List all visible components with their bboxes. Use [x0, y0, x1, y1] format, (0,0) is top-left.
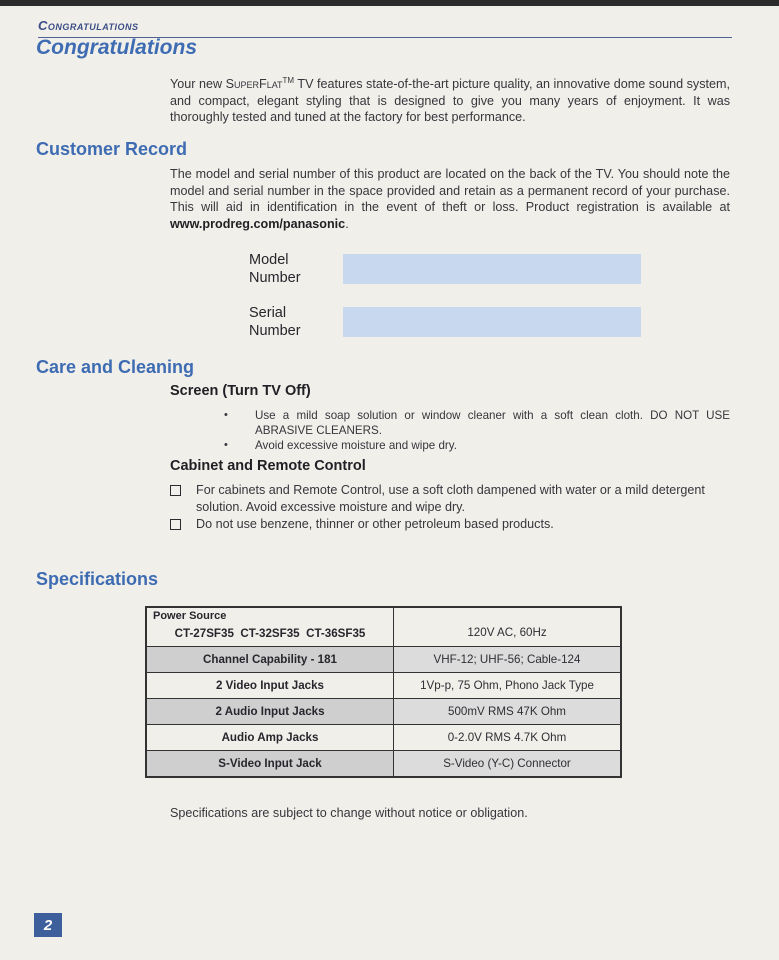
- model-list: CT-27SF35 CT-32SF35 CT-36SF35: [174, 627, 366, 640]
- customer-record-heading: Customer Record: [36, 139, 188, 159]
- screen-bullet-2: Avoid excessive moisture and wipe dry.: [255, 439, 457, 452]
- screen-bullet-1: Use a mild soap solution or window cleaner with a soft clean cloth. DO NOT USE ABRASIVE CLEANERS.: [255, 409, 730, 437]
- cabinet-item-1: For cabinets and Remote Control, use a soft cloth dampened with water or a mild detergent solution. Avoid excessive moisture and wipe dry.: [196, 483, 705, 514]
- spec-key: S-Video Input Jack: [146, 751, 394, 778]
- running-head: Congratulations: [38, 18, 139, 33]
- specifications-table: [145, 606, 622, 778]
- bullet-icon: •: [224, 409, 228, 421]
- table-row: [146, 647, 621, 673]
- serial-label-line1: Serial: [249, 305, 287, 321]
- url-period: .: [345, 216, 349, 231]
- spec-value: VHF-12; UHF-56; Cable-124: [394, 647, 622, 673]
- spec-key: 2 Video Input Jacks: [146, 673, 394, 699]
- intro-paragraph: [170, 73, 730, 126]
- cabinet-item-2: Do not use benzene, thinner or other petroleum based products.: [196, 517, 554, 531]
- top-edge-band: [0, 0, 779, 6]
- table-row: [146, 699, 621, 725]
- brand-name: SuperFlat: [225, 77, 283, 92]
- specifications-heading: Specifications: [36, 569, 159, 589]
- table-row: [146, 607, 621, 647]
- serial-number-label: [249, 304, 339, 340]
- spec-value: S-Video (Y-C) Connector: [394, 751, 622, 778]
- spec-key: 2 Audio Input Jacks: [146, 699, 394, 725]
- table-row: [146, 751, 621, 778]
- serial-label-line2: Number: [249, 323, 301, 339]
- power-source-cell: [146, 607, 394, 647]
- spec-value: 1Vp-p, 75 Ohm, Phono Jack Type: [394, 673, 622, 699]
- model-label-line1: Model: [249, 252, 289, 268]
- power-source-label: Power Source: [153, 610, 227, 622]
- bullet-icon: •: [224, 439, 228, 451]
- model-number-label: [249, 251, 339, 287]
- model-label-line2: Number: [249, 270, 301, 286]
- intro-text-after: TV features state-of-the-art picture quality, an innovative dome sound system, and compact, elegant styling that is designed to give you many years of enjoyment. It was thoroughly tested and tuned at the factory for best performance.: [170, 77, 731, 125]
- care-cleaning-heading: Care and Cleaning: [36, 357, 195, 377]
- table-row: [146, 673, 621, 699]
- page-title: Congratulations: [36, 36, 197, 59]
- checkbox-bullet-icon: [170, 485, 181, 496]
- serial-number-field[interactable]: [343, 307, 641, 337]
- trademark-mark: TM: [282, 76, 295, 85]
- customer-record-text: The model and serial number of this product are located on the back of the TV. You should note the model and serial number in the space provided and retain as a permanent record of your purchase. This will aid in identification in the event of theft or loss. Product registration is available at: [170, 167, 730, 214]
- spec-key: Channel Capability - 181: [146, 647, 394, 673]
- power-source-value: 120V AC, 60Hz: [394, 607, 622, 647]
- cabinet-subheading: Cabinet and Remote Control: [170, 458, 366, 474]
- model-number-field[interactable]: [343, 254, 641, 284]
- specifications-note: Specifications are subject to change without notice or obligation.: [170, 806, 528, 820]
- spec-value: 500mV RMS 47K Ohm: [394, 699, 622, 725]
- customer-record-paragraph: [170, 166, 730, 232]
- spec-value: 0-2.0V RMS 4.7K Ohm: [394, 725, 622, 751]
- checkbox-bullet-icon: [170, 519, 181, 530]
- table-row: [146, 725, 621, 751]
- page-number: 2: [34, 913, 62, 937]
- screen-subheading: Screen (Turn TV Off): [170, 383, 311, 399]
- registration-url: www.prodreg.com/panasonic: [170, 216, 346, 231]
- spec-key: Audio Amp Jacks: [146, 725, 394, 751]
- intro-text-before: Your new: [170, 77, 226, 92]
